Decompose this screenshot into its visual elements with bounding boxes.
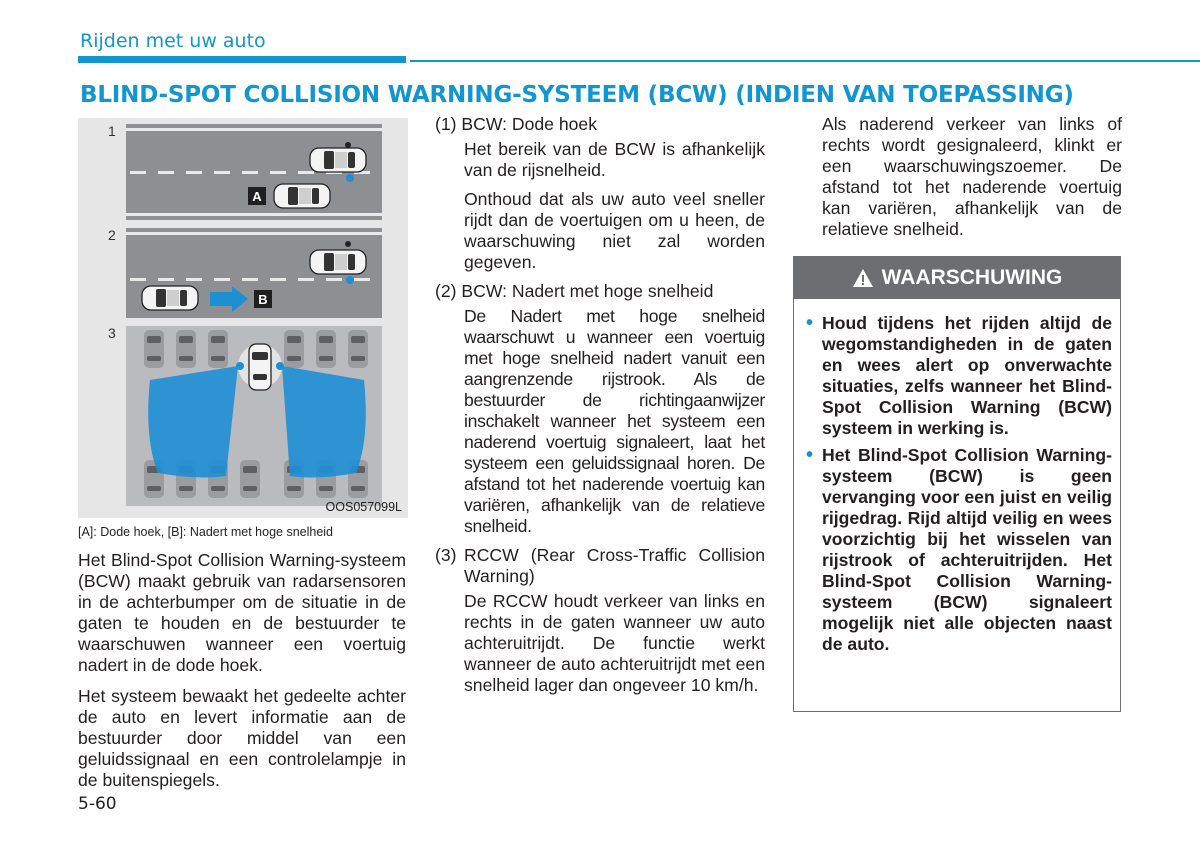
- car-own-2: [310, 250, 366, 274]
- car-approaching-2: [142, 286, 198, 310]
- scene-label-1: 1: [108, 123, 116, 139]
- bullet-dot-icon: •: [806, 444, 814, 466]
- car-own-1: [310, 148, 366, 172]
- list-item-text: RCCW (Rear Cross-Traffic Collision Warning): [464, 545, 765, 586]
- figure-code: OOS057099L: [325, 500, 402, 514]
- header-rule-thin: [410, 60, 1200, 62]
- paragraph: Onthoud dat als uw auto veel sneller rijdt dan de voertuigen om u heen, de waarschuwing niet zal worden gegeven.: [464, 189, 765, 272]
- rear-zone-left: [148, 366, 238, 477]
- warning-box: [793, 256, 1121, 712]
- list-item-2: (2) BCW: Nadert met hoge snelheid: [435, 281, 714, 301]
- paragraph: Het Blind-Spot Collision Warning-systeem (BCW) maakt gebruik van radarsensoren in de achterbumper om de situatie in de gaten te houden en de bestuurder te waarschuwen wanneer een voertuig nadert in de dode hoek.: [78, 550, 406, 675]
- car-blindspot-1: [274, 184, 330, 208]
- warning-title: WAARSCHUWING: [881, 266, 1063, 289]
- warning-bullet: • Houd tijdens het rijden altijd de wegomstandigheden in de gaten en wees alert op onverwachte situaties, zelfs wanneer het Blind-Spot Collision Warning (BCW) systeem in werking is.: [806, 312, 1112, 438]
- list-item-1: (1) BCW: Dode hoek: [435, 114, 597, 134]
- page-title: BLIND-SPOT COLLISION WARNING-SYSTEEM (BCW) (INDIEN VAN TOEPASSING): [80, 82, 1074, 108]
- list-item-3: [435, 545, 765, 587]
- bullet-dot-icon: •: [806, 312, 814, 334]
- warning-triangle-icon: [852, 268, 874, 288]
- bcw-illustration: [78, 118, 408, 518]
- figure-caption: [A]: Dode hoek, [B]: Nadert met hoge snelheid: [78, 525, 334, 539]
- marker-a-label: A: [252, 189, 262, 204]
- rear-zone-right: [282, 366, 366, 477]
- list-number: (3): [435, 545, 457, 565]
- scene-label-2: 2: [108, 227, 116, 243]
- warning-header: [794, 257, 1120, 299]
- column-1: [78, 550, 406, 801]
- paragraph: Als naderend verkeer van links of rechts wordt gesignaleerd, klinkt er een waarschuwingszoemer. De afstand tot het naderende voertuig kan variëren, afhankelijk van de relatieve snelheid.: [822, 114, 1122, 239]
- column-3: [822, 114, 1122, 250]
- paragraph: Het bereik van de BCW is afhankelijk van de rijsnelheid.: [464, 139, 765, 180]
- header-rule-thick: [78, 56, 406, 63]
- warning-bullet: • Het Blind-Spot Collision Warning-systeem (BCW) is geen vervanging voor een juist en veilig rijgedrag. Rijd altijd veilig en wees voorzichtig bij het wisselen van rijstrook of achteruitrijden. Het Blind-Spot Collision Warning-systeem (BCW) signaleert mogelijk niet alle objecten naast de auto.: [806, 444, 1112, 654]
- scene-label-3: 3: [108, 325, 116, 341]
- column-2: [435, 114, 765, 704]
- warning-list: [806, 313, 1112, 661]
- page-number: 5-60: [78, 794, 117, 814]
- paragraph: De Nadert met hoge snelheid waarschuwt u wanneer een voertuig met hoge snelheid nadert vanuit een aangrenzende rijstrook. Als de bestuurder de richtingaanwijzer inschakelt wanneer het systeem een naderend voertuig signaleert, laat het systeem een geluidssignaal horen. De afstand tot het naderende voertuig kan variëren, afhankelijk van de relatieve snelheid.: [464, 306, 765, 536]
- section-label: Rijden met uw auto: [80, 30, 266, 52]
- paragraph: De RCCW houdt verkeer van links en rechts in de gaten wanneer uw auto achteruitrijdt. De functie werkt wanneer de auto achteruitrijdt met een snelheid lager dan ongeveer 10 km/h.: [464, 591, 765, 695]
- car-own-3: [249, 344, 271, 390]
- marker-b-label: B: [258, 292, 268, 307]
- paragraph: Het systeem bewaakt het gedeelte achter de auto en levert informatie aan de bestuurder door middel van een geluidssignaal en een controlelampje in de buitenspiegels.: [78, 686, 406, 790]
